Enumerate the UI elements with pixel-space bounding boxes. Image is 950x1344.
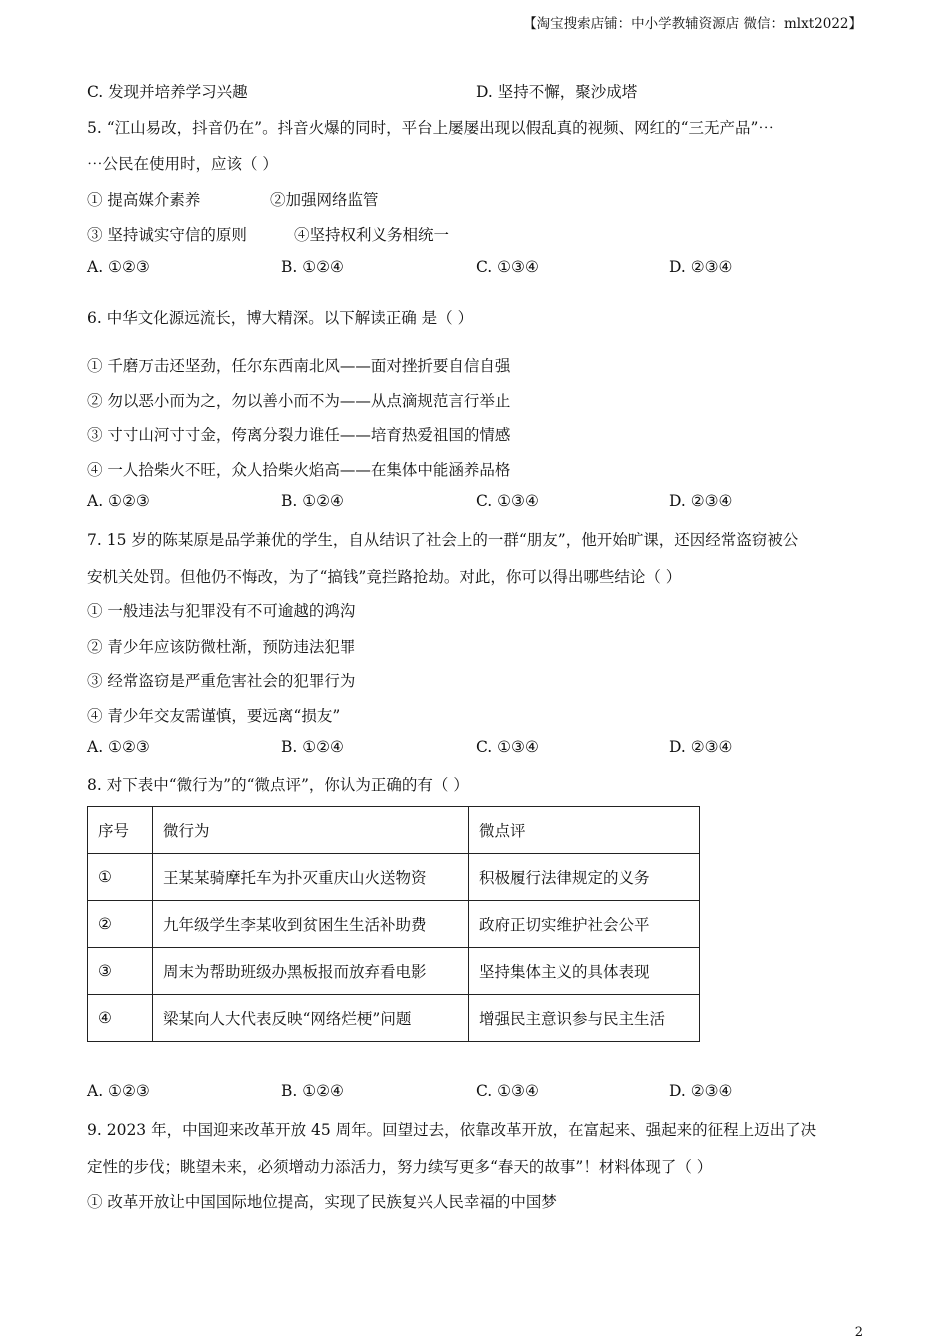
table-row	[88, 901, 700, 948]
q5-option-b: B. ①②④	[281, 258, 344, 276]
table-cell: 坚持集体主义的具体表现	[469, 948, 700, 995]
table-row	[88, 995, 700, 1042]
table-cell: 王某某骑摩托车为扑灭重庆山火送物资	[153, 854, 469, 901]
q8-stem: 8. 对下表中“微行为”的“微点评”，你认为正确的有（ ）	[87, 776, 469, 794]
page-header: 【淘宝搜索店铺：中小学教辅资源店 微信：mlxt2022】	[523, 16, 862, 32]
q9-stem-line1: 9. 2023 年，中国迎来改革开放 45 周年。回望过去，依靠改革开放，在富起来、强起来的征程上迈出了决	[87, 1121, 817, 1139]
q7-stem-line1: 7. 15 岁的陈某原是品学兼优的学生，自从结识了社会上的一群“朋友”，他开始旷课，还因经常盗窃被公	[87, 531, 799, 549]
q6-option-d: D. ②③④	[669, 492, 733, 510]
table-cell: 增强民主意识参与民主生活	[469, 995, 700, 1042]
table-cell: ③	[88, 948, 153, 995]
q7-item-3: ③ 经常盗窃是严重危害社会的犯罪行为	[87, 672, 356, 690]
q7-item-1: ① 一般违法与犯罪没有不可逾越的鸿沟	[87, 602, 356, 620]
q7-option-a: A. ①②③	[87, 738, 150, 756]
q5-item-3: ③ 坚持诚实守信的原则	[87, 226, 247, 244]
table-cell: 九年级学生李某收到贫困生生活补助费	[153, 901, 469, 948]
q6-option-a: A. ①②③	[87, 492, 150, 510]
table-cell: ②	[88, 901, 153, 948]
q5-stem-line1: 5. “江山易改，抖音仍在”。抖音火爆的同时，平台上屡屡出现以假乱真的视频、网红的“三无产品”⋯	[87, 119, 774, 137]
q6-stem: 6. 中华文化源远流长，博大精深。以下解读正确 是（ ）	[87, 309, 474, 327]
q8-option-b: B. ①②④	[281, 1082, 344, 1100]
table-header-row	[88, 807, 700, 854]
q6-item-2: ② 勿以恶小而为之，勿以善小而不为——从点滴规范言行举止	[87, 392, 511, 410]
q6-item-4: ④ 一人拾柴火不旺，众人拾柴火焰高——在集体中能涵养品格	[87, 461, 511, 479]
table-cell: 政府正切实维护社会公平	[469, 901, 700, 948]
table-row	[88, 948, 700, 995]
q6-item-1: ① 千磨万击还坚劲，任尔东西南北风——面对挫折要自信自强	[87, 357, 511, 375]
q5-option-a: A. ①②③	[87, 258, 150, 276]
table-cell: 积极履行法律规定的义务	[469, 854, 700, 901]
q7-item-4: ④ 青少年交友需谨慎，要远离“损友”	[87, 707, 341, 725]
q6-option-c: C. ①③④	[476, 492, 539, 510]
table-header-cell: 序号	[88, 807, 153, 854]
q5-item-4: ④坚持权利义务相统一	[294, 226, 450, 244]
q5-option-c: C. ①③④	[476, 258, 539, 276]
table-row	[88, 854, 700, 901]
q7-option-b: B. ①②④	[281, 738, 344, 756]
q8-option-a: A. ①②③	[87, 1082, 150, 1100]
table-header-cell: 微行为	[153, 807, 469, 854]
q8-table	[87, 806, 700, 1042]
q4-option-c: C. 发现并培养学习兴趣	[87, 83, 248, 101]
table-cell: 周末为帮助班级办黑板报而放弃看电影	[153, 948, 469, 995]
table-header-cell: 微点评	[469, 807, 700, 854]
table-cell: 梁某向人大代表反映“网络烂梗”问题	[153, 995, 469, 1042]
table-cell: ①	[88, 854, 153, 901]
q6-option-b: B. ①②④	[281, 492, 344, 510]
q5-item-2: ②加强网络监管	[270, 191, 379, 209]
page-number: 2	[854, 1325, 863, 1340]
q7-item-2: ② 青少年应该防微杜渐，预防违法犯罪	[87, 638, 356, 656]
q5-item-1: ① 提高媒介素养	[87, 191, 201, 209]
q6-item-3: ③ 寸寸山河寸寸金，侉离分裂力谁任——培育热爱祖国的情感	[87, 426, 511, 444]
q7-option-c: C. ①③④	[476, 738, 539, 756]
q7-option-d: D. ②③④	[669, 738, 733, 756]
q8-option-d: D. ②③④	[669, 1082, 733, 1100]
q9-item-1: ① 改革开放让中国国际地位提高，实现了民族复兴人民幸福的中国梦	[87, 1193, 557, 1211]
q5-option-d: D. ②③④	[669, 258, 733, 276]
q7-stem-line2: 安机关处罚。但他仍不悔改，为了“搞钱”竟拦路抢劫。对此，你可以得出哪些结论（ ）	[87, 568, 682, 586]
q5-stem-line2: ⋯公民在使用时，应该（ ）	[87, 155, 278, 173]
q4-option-d: D. 坚持不懈，聚沙成塔	[476, 83, 638, 101]
table-cell: ④	[88, 995, 153, 1042]
q8-option-c: C. ①③④	[476, 1082, 539, 1100]
q9-stem-line2: 定性的步伐；眺望未来，必须增动力添活力，努力续写更多“春天的故事”！材料体现了（ ）	[87, 1158, 713, 1176]
